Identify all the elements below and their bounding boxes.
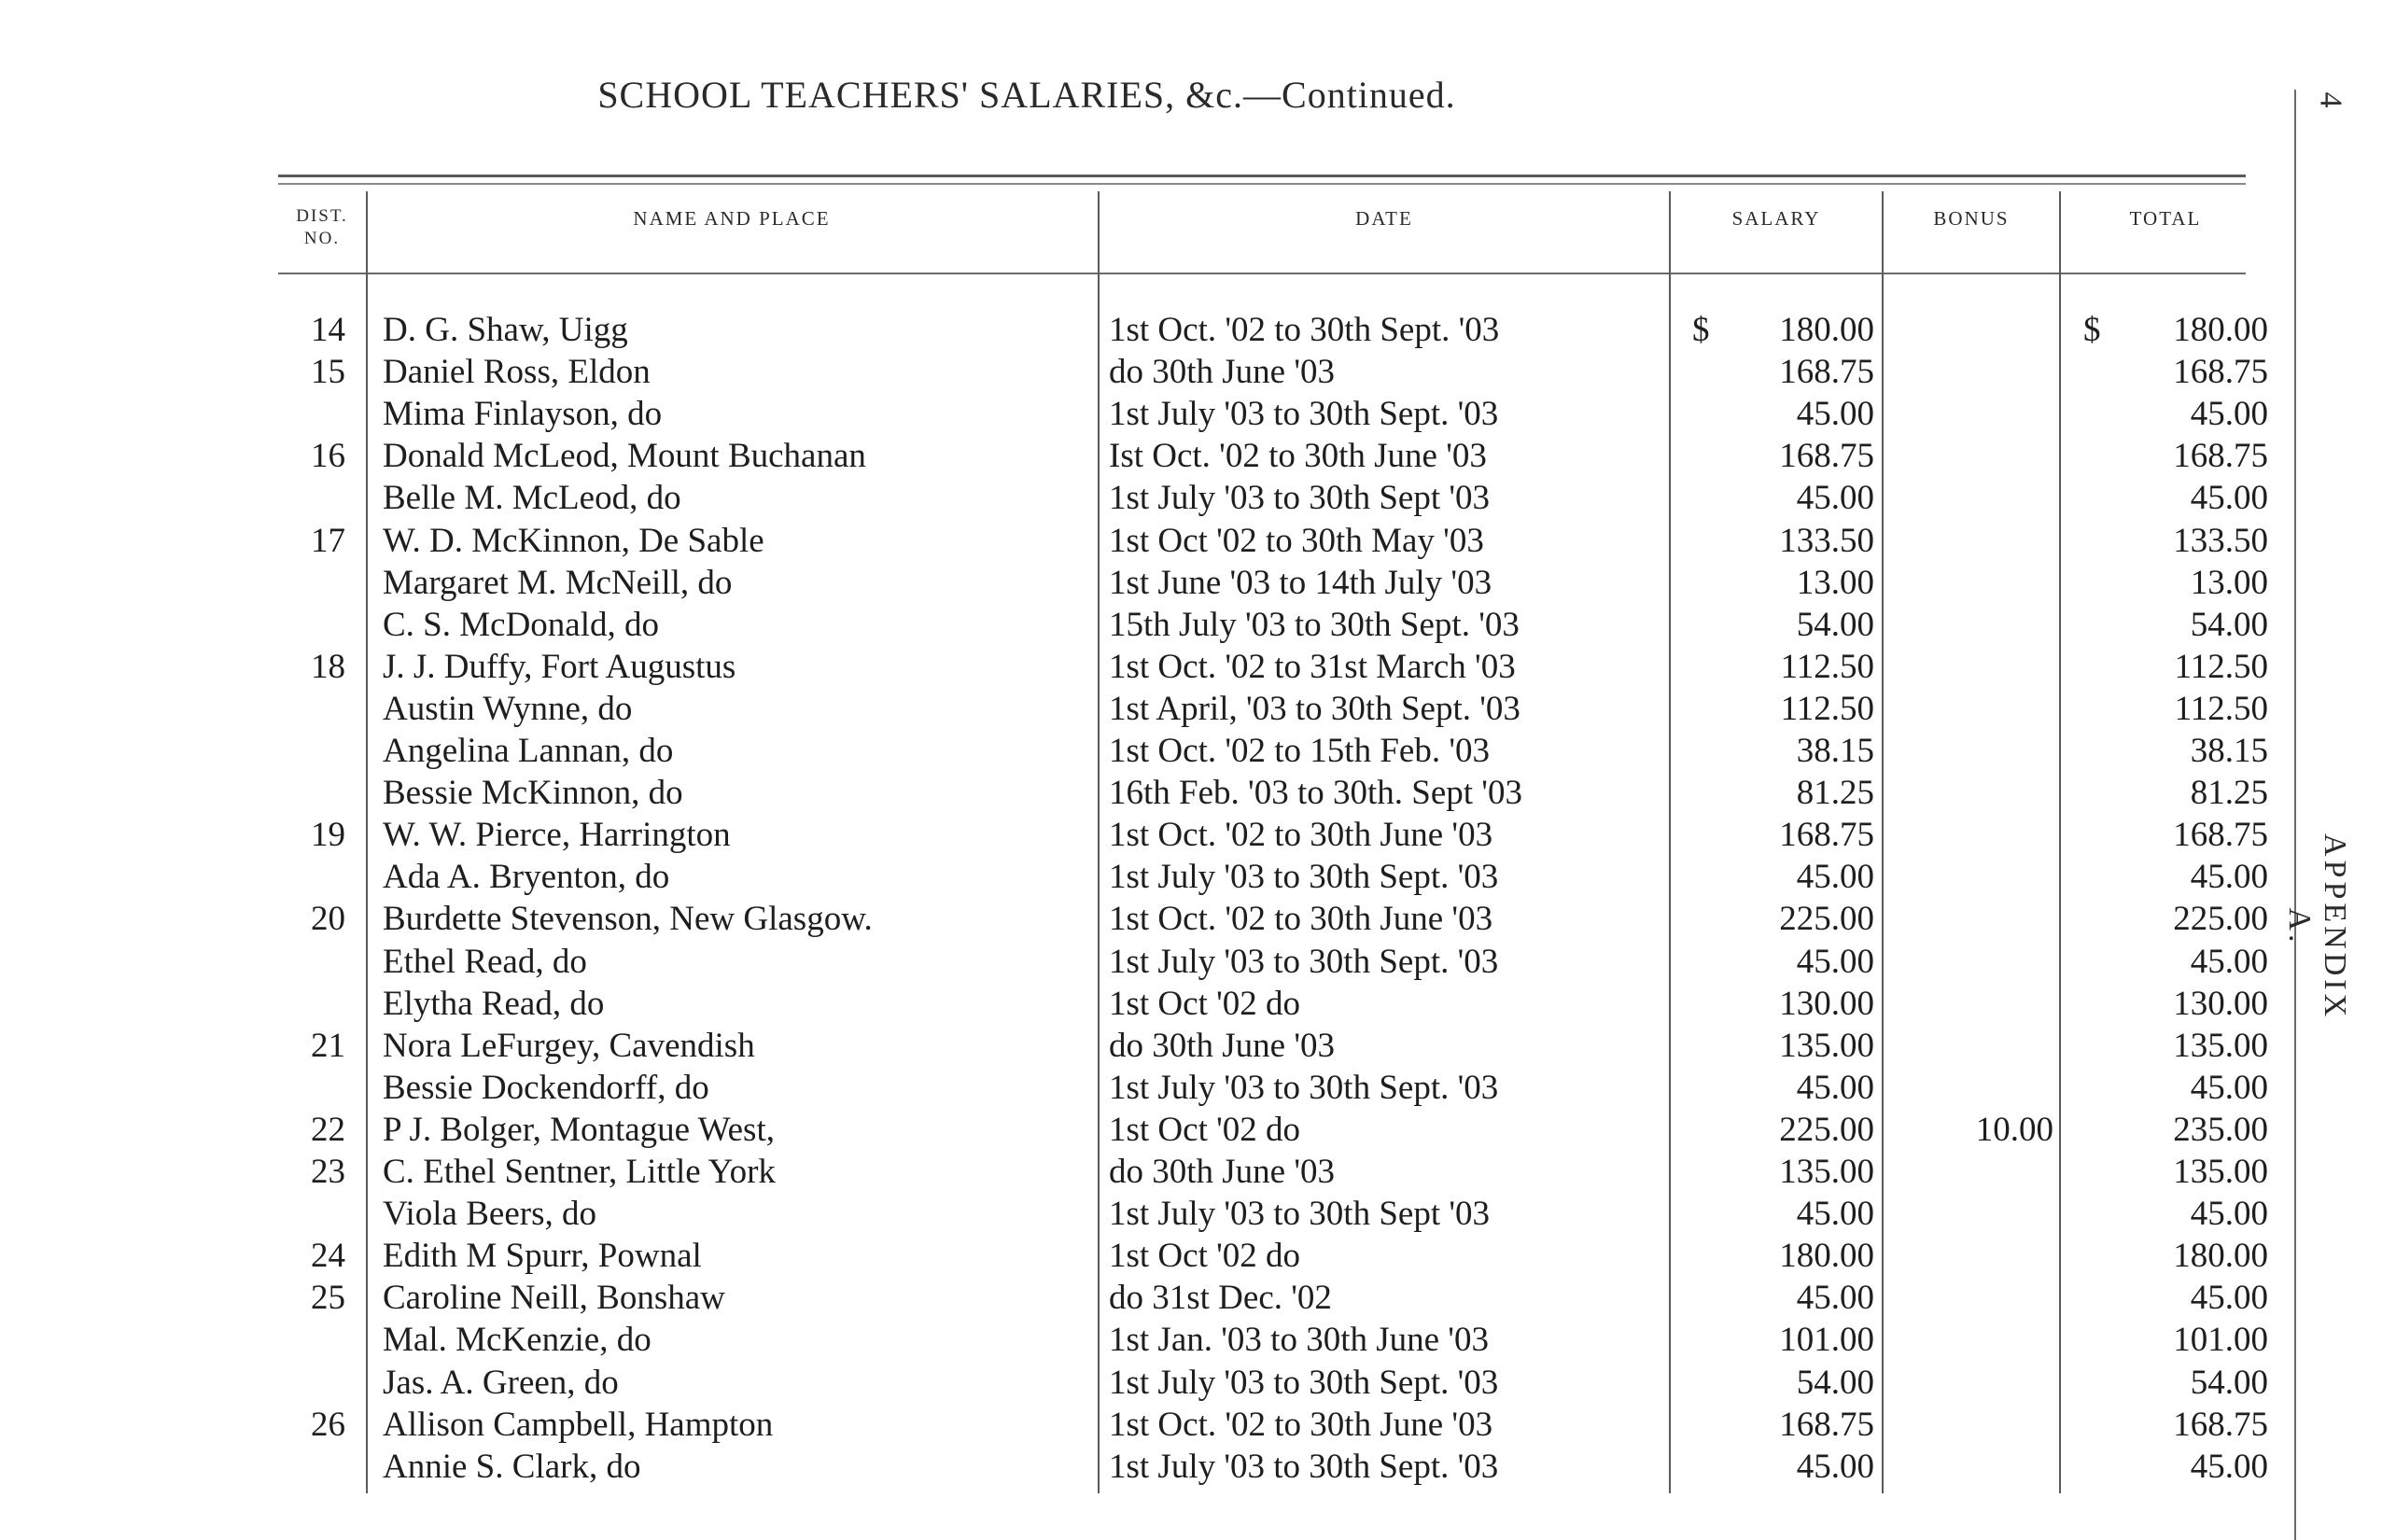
- cell-date: 1st July '03 to 30th Sept '03: [1109, 479, 1491, 518]
- cell-salary: 45.00: [1796, 858, 1874, 897]
- cell-name-place: Ada A. Bryenton, do: [383, 858, 670, 897]
- cell-date: 1st Oct '02 do: [1109, 1110, 1301, 1149]
- cell-name-place: W. W. Pierce, Harrington: [383, 816, 731, 855]
- cell-total: 45.00: [2190, 1068, 2268, 1107]
- cell-total: 81.25: [2190, 774, 2268, 813]
- cell-name-place: C. Ethel Sentner, Little York: [383, 1153, 776, 1191]
- cell-name-place: Bessie McKinnon, do: [383, 774, 683, 813]
- cell-total: 101.00: [2173, 1321, 2268, 1360]
- header-dist-line1: DIST.: [296, 206, 348, 226]
- cell-name-place: Edith M Spurr, Pownal: [383, 1237, 702, 1276]
- page-title: SCHOOL TEACHERS' SALARIES, &c.—Continued.: [597, 74, 1456, 116]
- cell-salary: 54.00: [1796, 1363, 1874, 1402]
- header-bonus: BONUS: [1933, 207, 2010, 230]
- table-row: [0, 310, 2382, 352]
- header-date: DATE: [1355, 207, 1413, 230]
- header-name-and-place: NAME AND PLACE: [633, 207, 831, 230]
- cell-total: 135.00: [2173, 1026, 2268, 1065]
- cell-total: 168.75: [2173, 437, 2268, 476]
- table-row: [0, 521, 2382, 563]
- table-row: [0, 563, 2382, 605]
- cell-dist-no: 25: [311, 1279, 345, 1318]
- cell-salary: 168.75: [1779, 1405, 1874, 1444]
- table-row: [0, 1152, 2382, 1194]
- cell-dist-no: 20: [311, 900, 345, 939]
- cell-salary: 45.00: [1796, 395, 1874, 434]
- cell-name-place: Elytha Read, do: [383, 984, 605, 1023]
- cell-salary: 112.50: [1780, 647, 1874, 686]
- table-row: [0, 1320, 2382, 1362]
- cell-date: 15th July '03 to 30th Sept. '03: [1109, 605, 1520, 644]
- table-row: [0, 731, 2382, 773]
- cell-name-place: Jas. A. Green, do: [383, 1363, 619, 1402]
- cell-salary: 112.50: [1780, 689, 1874, 728]
- cell-name-place: Mal. McKenzie, do: [383, 1321, 652, 1360]
- cell-name-place: Ethel Read, do: [383, 942, 587, 981]
- table-row: [0, 942, 2382, 984]
- appendix-label: APPENDIX A.: [2282, 833, 2352, 1021]
- cell-name-place: Viola Beers, do: [383, 1195, 596, 1234]
- cell-date: 1st July '03 to 30th Sept. '03: [1109, 858, 1499, 897]
- cell-total: 45.00: [2190, 858, 2268, 897]
- cell-salary: 130.00: [1779, 984, 1874, 1023]
- table-row: [0, 899, 2382, 941]
- cell-name-place: Daniel Ross, Eldon: [383, 353, 651, 392]
- cell-date: 16th Feb. '03 to 30th. Sept '03: [1109, 774, 1522, 813]
- cell-name-place: Burdette Stevenson, New Glasgow.: [383, 900, 873, 939]
- cell-salary: 13.00: [1796, 563, 1874, 602]
- cell-date: do 30th June '03: [1109, 353, 1336, 392]
- cell-name-place: Margaret M. McNeill, do: [383, 563, 733, 602]
- cell-salary: 45.00: [1796, 479, 1874, 518]
- cell-date: do 30th June '03: [1109, 1026, 1336, 1065]
- cell-date: 1st Oct. '02 to 31st March '03: [1109, 647, 1516, 686]
- cell-salary: 45.00: [1796, 1447, 1874, 1486]
- cell-salary: 45.00: [1796, 1195, 1874, 1234]
- cell-total: 112.50: [2174, 647, 2268, 686]
- table-row: [0, 1236, 2382, 1278]
- cell-dist-no: 14: [311, 311, 345, 349]
- cell-date: do 30th June '03: [1109, 1153, 1336, 1191]
- header-dist-line2: NO.: [303, 229, 341, 248]
- cell-salary: 45.00: [1796, 1279, 1874, 1318]
- cell-salary: 45.00: [1796, 1068, 1874, 1107]
- table-row: [0, 1068, 2382, 1110]
- cell-date: 1st Oct. '02 to 30th June '03: [1109, 900, 1493, 939]
- cell-bonus: 10.00: [1975, 1110, 2053, 1149]
- cell-name-place: Austin Wynne, do: [383, 689, 633, 728]
- cell-salary: 135.00: [1779, 1026, 1874, 1065]
- cell-total: 45.00: [2190, 1279, 2268, 1318]
- cell-dist-no: 22: [311, 1110, 345, 1149]
- cell-date: 1st Oct '02 do: [1109, 984, 1301, 1023]
- table-row: [0, 857, 2382, 899]
- cell-total: 225.00: [2173, 900, 2268, 939]
- table-row: [0, 1110, 2382, 1152]
- cell-total: 130.00: [2173, 984, 2268, 1023]
- cell-salary: 81.25: [1796, 774, 1874, 813]
- cell-date: 1st July '03 to 30th Sept. '03: [1109, 1363, 1499, 1402]
- header-total: TOTAL: [2129, 207, 2202, 230]
- cell-total-currency: $: [2083, 311, 2101, 349]
- table-row: [0, 1363, 2382, 1405]
- cell-total: 180.00: [2173, 1237, 2268, 1276]
- cell-date: 1st July '03 to 30th Sept '03: [1109, 1195, 1491, 1234]
- cell-date: 1st Oct. '02 to 30th June '03: [1109, 816, 1493, 855]
- cell-date: do 31st Dec. '02: [1109, 1279, 1332, 1318]
- cell-name-place: C. S. McDonald, do: [383, 605, 659, 644]
- cell-dist-no: 15: [311, 353, 345, 392]
- cell-name-place: Nora LeFurgey, Cavendish: [383, 1026, 755, 1065]
- cell-salary: 135.00: [1779, 1153, 1874, 1191]
- cell-total: 45.00: [2190, 1447, 2268, 1486]
- cell-name-place: D. G. Shaw, Uigg: [383, 311, 628, 349]
- cell-dist-no: 19: [311, 816, 345, 855]
- header-bottom-rule: [278, 273, 2246, 274]
- header-salary: SALARY: [1731, 207, 1821, 230]
- cell-dist-no: 21: [311, 1026, 345, 1065]
- table-row: [0, 689, 2382, 731]
- table-row: [0, 394, 2382, 436]
- cell-salary: 133.50: [1779, 521, 1874, 560]
- cell-date: 1st Oct. '02 to 30th Sept. '03: [1109, 311, 1500, 349]
- cell-name-place: Donald McLeod, Mount Buchanan: [383, 437, 866, 476]
- cell-dist-no: 18: [311, 647, 345, 686]
- table-row: [0, 352, 2382, 394]
- cell-total: 45.00: [2190, 395, 2268, 434]
- cell-date: 1st July '03 to 30th Sept. '03: [1109, 1068, 1499, 1107]
- cell-date: 1st Oct '02 do: [1109, 1237, 1301, 1276]
- cell-total: 133.50: [2173, 521, 2268, 560]
- cell-date: 1st April, '03 to 30th Sept. '03: [1109, 689, 1520, 728]
- table-row: [0, 478, 2382, 520]
- cell-date: 1st Oct. '02 to 15th Feb. '03: [1109, 732, 1490, 770]
- table-row: [0, 984, 2382, 1026]
- cell-total: 45.00: [2190, 479, 2268, 518]
- cell-name-place: Annie S. Clark, do: [383, 1447, 641, 1486]
- cell-total: 135.00: [2173, 1153, 2268, 1191]
- table-top-rule-secondary: [278, 183, 2246, 185]
- cell-date: 1st June '03 to 14th July '03: [1109, 563, 1492, 602]
- cell-total: 112.50: [2174, 689, 2268, 728]
- cell-salary: 101.00: [1779, 1321, 1874, 1360]
- cell-salary: 225.00: [1779, 1110, 1874, 1149]
- cell-salary: 38.15: [1796, 732, 1874, 770]
- cell-dist-no: 26: [311, 1405, 345, 1444]
- cell-salary: 54.00: [1796, 605, 1874, 644]
- table-row: [0, 1447, 2382, 1489]
- cell-name-place: W. D. McKinnon, De Sable: [383, 521, 764, 560]
- cell-total: 54.00: [2190, 1363, 2268, 1402]
- cell-total: 168.75: [2173, 353, 2268, 392]
- cell-total: 45.00: [2190, 942, 2268, 981]
- cell-salary-currency: $: [1692, 311, 1710, 349]
- table-row: [0, 773, 2382, 815]
- cell-total: 38.15: [2190, 732, 2268, 770]
- cell-name-place: Caroline Neill, Bonshaw: [383, 1279, 725, 1318]
- cell-date: Ist Oct. '02 to 30th June '03: [1109, 437, 1487, 476]
- cell-total: 13.00: [2190, 563, 2268, 602]
- cell-salary: 180.00: [1779, 311, 1874, 349]
- cell-name-place: Angelina Lannan, do: [383, 732, 674, 770]
- cell-date: 1st Jan. '03 to 30th June '03: [1109, 1321, 1489, 1360]
- cell-total: 45.00: [2190, 1195, 2268, 1234]
- cell-total: 235.00: [2173, 1110, 2268, 1149]
- cell-date: 1st July '03 to 30th Sept. '03: [1109, 1447, 1499, 1486]
- table-row: [0, 1278, 2382, 1320]
- cell-total: 168.75: [2173, 1405, 2268, 1444]
- cell-salary: 168.75: [1779, 353, 1874, 392]
- cell-name-place: Belle M. McLeod, do: [383, 479, 681, 518]
- cell-date: 1st July '03 to 30th Sept. '03: [1109, 942, 1499, 981]
- table-row: [0, 1026, 2382, 1068]
- cell-salary: 168.75: [1779, 437, 1874, 476]
- cell-name-place: Mima Finlayson, do: [383, 395, 663, 434]
- table-row: [0, 436, 2382, 478]
- cell-salary: 45.00: [1796, 942, 1874, 981]
- header-dist-no: [280, 205, 364, 250]
- cell-dist-no: 17: [311, 521, 345, 560]
- cell-name-place: J. J. Duffy, Fort Augustus: [383, 647, 736, 686]
- cell-date: 1st July '03 to 30th Sept. '03: [1109, 395, 1499, 434]
- cell-date: 1st Oct. '02 to 30th June '03: [1109, 1405, 1493, 1444]
- table-row: [0, 1405, 2382, 1447]
- table-row: [0, 1194, 2382, 1236]
- cell-salary: 180.00: [1779, 1237, 1874, 1276]
- cell-date: 1st Oct '02 to 30th May '03: [1109, 521, 1484, 560]
- cell-dist-no: 23: [311, 1153, 345, 1191]
- cell-name-place: Bessie Dockendorff, do: [383, 1068, 709, 1107]
- cell-name-place: Allison Campbell, Hampton: [383, 1405, 774, 1444]
- cell-total: 54.00: [2190, 605, 2268, 644]
- cell-dist-no: 24: [311, 1237, 345, 1276]
- cell-name-place: P J. Bolger, Montague West,: [383, 1110, 775, 1149]
- cell-total: 180.00: [2173, 311, 2268, 349]
- table-row: [0, 605, 2382, 647]
- cell-salary: 225.00: [1779, 900, 1874, 939]
- table-row: [0, 647, 2382, 689]
- cell-salary: 168.75: [1779, 816, 1874, 855]
- cell-total: 168.75: [2173, 816, 2268, 855]
- table-top-rule: [278, 175, 2246, 177]
- table-row: [0, 815, 2382, 857]
- cell-dist-no: 16: [311, 437, 345, 476]
- page-number: 4: [2313, 91, 2348, 108]
